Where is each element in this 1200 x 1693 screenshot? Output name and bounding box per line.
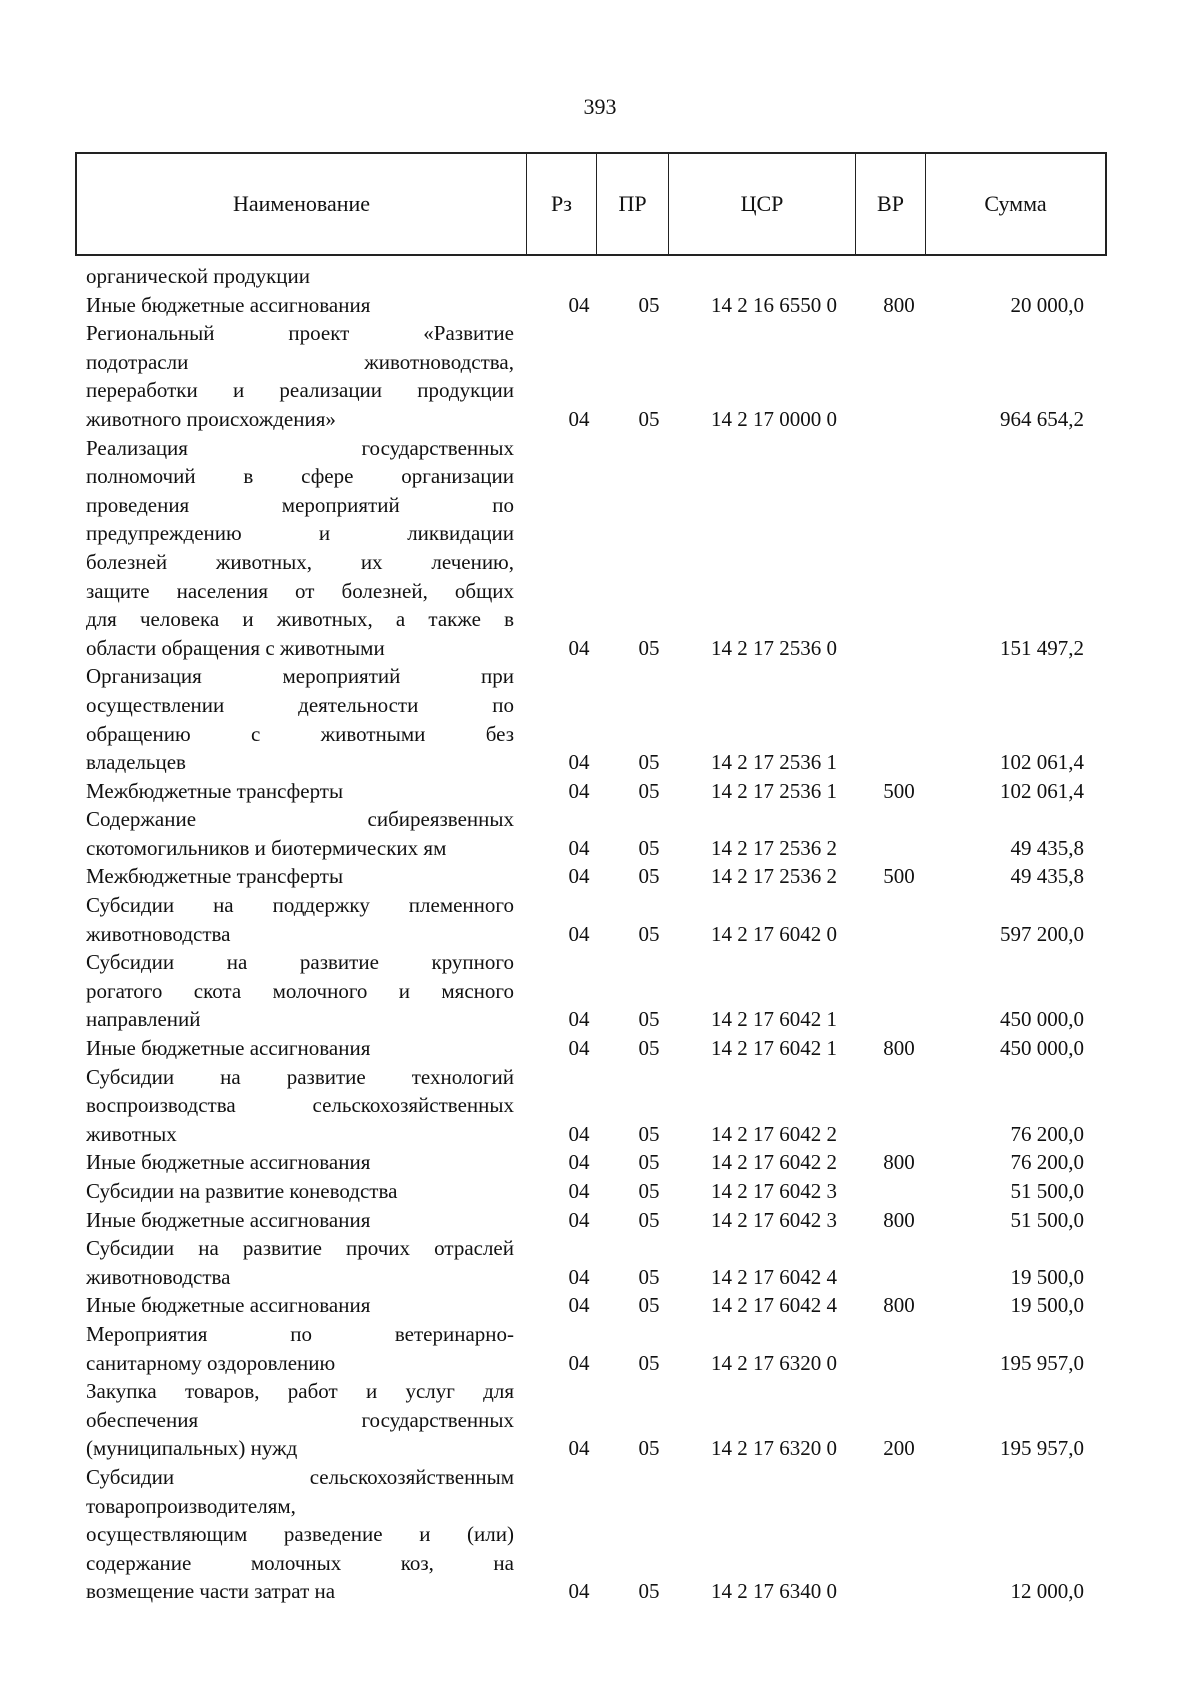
row-pr: 05 [638, 1121, 660, 1146]
row-name-line: Иные бюджетные ассигнования [86, 1036, 371, 1061]
row-name-line: Реализация государственных [86, 435, 514, 460]
row-name [86, 948, 514, 1034]
row-csr: 14 2 17 6042 3 [711, 1207, 837, 1232]
row-rz: 04 [568, 1350, 590, 1375]
header-vr: ВР [856, 154, 926, 254]
row-rz: 04 [568, 292, 590, 317]
row-name [86, 777, 514, 806]
row-name-line: Субсидии на развитие коневодства [86, 1179, 398, 1203]
row-name-line: Межбюджетные трансферты [86, 864, 344, 889]
row-pr: 05 [638, 778, 660, 803]
row-csr: 14 2 17 2536 2 [711, 864, 837, 889]
row-name-line: скотомогильников и биотермических ям [86, 835, 447, 860]
row-name [86, 1377, 514, 1463]
row-name-line: Мероприятия по ветеринарно- [86, 1321, 514, 1346]
row-name [86, 1034, 514, 1063]
row-rz: 04 [568, 1264, 590, 1289]
row-sum: 20 000,0 [1010, 292, 1084, 317]
row-sum: 102 061,4 [1000, 778, 1084, 803]
row-csr: 14 2 17 6042 4 [711, 1264, 837, 1289]
row-name [86, 1177, 514, 1206]
table-row [86, 805, 1136, 862]
row-vr: 800 [883, 292, 915, 317]
row-vr: 800 [883, 1207, 915, 1232]
table-row [86, 319, 1136, 433]
row-csr: 14 2 17 6042 0 [711, 921, 837, 946]
row-name-line: товаропроизводителям, [86, 1493, 296, 1518]
row-name-line: проведения мероприятий по [86, 492, 514, 517]
row-csr: 14 2 17 6320 0 [711, 1436, 837, 1461]
row-csr: 14 2 17 6042 3 [711, 1179, 837, 1203]
row-vr: 800 [883, 1150, 915, 1175]
row-sum: 964 654,2 [1000, 406, 1084, 431]
row-csr: 14 2 17 2536 1 [711, 750, 837, 775]
row-rz: 04 [568, 778, 590, 803]
row-sum: 195 957,0 [1000, 1350, 1084, 1375]
table-row [86, 1177, 1136, 1206]
row-name-line: животного происхождения» [86, 406, 336, 431]
row-name-line: Содержание сибиреязвенных [86, 807, 514, 832]
row-pr: 05 [638, 1150, 660, 1175]
row-name [86, 319, 514, 433]
row-name-line: для человека и животных, а также в [86, 607, 514, 632]
row-name-line: Региональный проект «Развитие [86, 321, 514, 346]
row-name-line: Иные бюджетные ассигнования [86, 1293, 371, 1318]
row-pr: 05 [638, 864, 660, 889]
table-row [86, 1234, 1136, 1291]
row-name-line: Субсидии на развитие крупного [86, 950, 514, 975]
row-sum: 195 957,0 [1000, 1436, 1084, 1461]
row-name-line: рогатого скота молочного и мясного [86, 978, 514, 1003]
row-name-line: болезней животных, их лечению, [86, 549, 514, 574]
page-number: 393 [583, 94, 617, 119]
header-csr: ЦСР [669, 154, 856, 254]
table-row [86, 1206, 1136, 1235]
row-vr: 500 [883, 778, 915, 803]
row-name-line: подотрасли животноводства, [86, 349, 514, 374]
row-name-line: Субсидии на поддержку племенного [86, 893, 514, 918]
row-pr: 05 [638, 1436, 660, 1461]
table-row [86, 948, 1136, 1034]
row-name [86, 434, 514, 663]
row-name-line: Субсидии на развитие технологий [86, 1064, 514, 1089]
row-pr: 05 [638, 1350, 660, 1375]
row-vr: 500 [883, 864, 915, 889]
row-csr: 14 2 17 6340 0 [711, 1579, 837, 1604]
table-row [86, 777, 1136, 806]
row-pr: 05 [638, 1179, 660, 1203]
row-csr: 14 2 17 6042 1 [711, 1036, 837, 1061]
row-name-line: предупреждению и ликвидации [86, 521, 514, 546]
row-csr: 14 2 17 6320 0 [711, 1350, 837, 1375]
row-name-line: осуществляющим разведение и (или) [86, 1522, 514, 1547]
header-pr: ПР [597, 154, 669, 254]
row-pr: 05 [638, 1264, 660, 1289]
row-csr: 14 2 17 0000 0 [711, 406, 837, 431]
row-name-line: (муниципальных) нужд [86, 1436, 298, 1461]
row-name-line: Закупка товаров, работ и услуг для [86, 1379, 514, 1404]
row-name [86, 1063, 514, 1149]
row-pr: 05 [638, 1293, 660, 1318]
row-pr: 05 [638, 835, 660, 860]
table-row [86, 1034, 1136, 1063]
row-sum: 51 500,0 [1010, 1207, 1084, 1232]
row-name [86, 1463, 514, 1606]
row-rz: 04 [568, 864, 590, 889]
row-name [86, 1320, 514, 1377]
row-rz: 04 [568, 1007, 590, 1032]
row-vr: 200 [883, 1436, 915, 1461]
row-csr: 14 2 17 6042 2 [711, 1121, 837, 1146]
row-pr: 05 [638, 406, 660, 431]
table-row [86, 262, 1136, 291]
row-name-line: Иные бюджетные ассигнования [86, 292, 371, 317]
row-rz: 04 [568, 406, 590, 431]
row-name-line: органической продукции [86, 264, 310, 288]
row-rz: 04 [568, 835, 590, 860]
row-name-line: защите населения от болезней, общих [86, 578, 514, 603]
row-sum: 151 497,2 [1000, 635, 1084, 660]
row-name-line: обращению с животными без [86, 721, 514, 746]
row-rz: 04 [568, 1436, 590, 1461]
row-sum: 597 200,0 [1000, 921, 1084, 946]
row-pr: 05 [638, 750, 660, 775]
row-name-line: Субсидии сельскохозяйственным [86, 1464, 514, 1489]
row-vr: 800 [883, 1036, 915, 1061]
row-rz: 04 [568, 921, 590, 946]
row-name [86, 291, 514, 320]
row-pr: 05 [638, 635, 660, 660]
row-rz: 04 [568, 1293, 590, 1318]
row-name [86, 262, 514, 291]
row-name [86, 891, 514, 948]
row-name [86, 1148, 514, 1177]
row-name-line: Организация мероприятий при [86, 664, 514, 689]
row-name-line: санитарному оздоровлению [86, 1350, 336, 1375]
row-sum: 102 061,4 [1000, 750, 1084, 775]
table-row [86, 662, 1136, 776]
row-name-line: Межбюджетные трансферты [86, 778, 344, 803]
row-pr: 05 [638, 1007, 660, 1032]
row-rz: 04 [568, 1150, 590, 1175]
row-sum: 19 500,0 [1010, 1293, 1084, 1318]
row-csr: 14 2 17 6042 4 [711, 1293, 837, 1318]
row-sum: 450 000,0 [1000, 1036, 1084, 1061]
row-csr: 14 2 17 2536 2 [711, 835, 837, 860]
row-sum: 76 200,0 [1010, 1150, 1084, 1175]
row-name-line: животноводства [86, 921, 231, 946]
row-sum: 49 435,8 [1010, 864, 1084, 889]
row-name-line: области обращения с животными [86, 635, 385, 660]
table-row [86, 1063, 1136, 1149]
table-row [86, 1320, 1136, 1377]
row-pr: 05 [638, 921, 660, 946]
row-csr: 14 2 17 6042 2 [711, 1150, 837, 1175]
header-name: Наименование [77, 154, 527, 254]
row-csr: 14 2 17 2536 0 [711, 635, 837, 660]
row-name [86, 1291, 514, 1320]
row-rz: 04 [568, 1036, 590, 1061]
row-pr: 05 [638, 1036, 660, 1061]
table-row [86, 1463, 1136, 1606]
row-rz: 04 [568, 635, 590, 660]
header-sum: Сумма [984, 191, 1047, 216]
row-sum: 51 500,0 [1010, 1179, 1084, 1203]
row-rz: 04 [568, 750, 590, 775]
row-name-line: возмещение части затрат на [86, 1579, 336, 1604]
row-name-line: полномочий в сфере организации [86, 464, 514, 489]
table-row [86, 1291, 1136, 1320]
row-csr: 14 2 16 6550 0 [711, 292, 837, 317]
row-name [86, 1234, 514, 1291]
row-sum: 49 435,8 [1010, 835, 1084, 860]
row-name-line: направлений [86, 1007, 201, 1032]
row-name-line: Иные бюджетные ассигнования [86, 1150, 371, 1175]
row-sum: 12 000,0 [1010, 1579, 1084, 1604]
row-name [86, 805, 514, 862]
row-sum: 76 200,0 [1010, 1121, 1084, 1146]
row-csr: 14 2 17 2536 1 [711, 778, 837, 803]
row-rz: 04 [568, 1579, 590, 1604]
table-row [86, 862, 1136, 891]
table-row [86, 1377, 1136, 1463]
row-csr: 14 2 17 6042 1 [711, 1007, 837, 1032]
row-name-line: Иные бюджетные ассигнования [86, 1207, 371, 1232]
row-name-line: владельцев [86, 750, 186, 775]
table-header [75, 152, 1107, 256]
table-row [86, 291, 1136, 320]
row-rz: 04 [568, 1207, 590, 1232]
row-sum: 19 500,0 [1010, 1264, 1084, 1289]
row-name-line: осуществлении деятельности по [86, 692, 514, 717]
row-name-line: переработки и реализации продукции [86, 378, 514, 403]
row-rz: 04 [568, 1179, 590, 1203]
row-rz: 04 [568, 1121, 590, 1146]
row-name-line: содержание молочных коз, на [86, 1550, 514, 1575]
table-row [86, 1148, 1136, 1177]
row-name-line: обеспечения государственных [86, 1407, 514, 1432]
row-name-line: животноводства [86, 1264, 231, 1289]
table-row [86, 434, 1136, 663]
table-body [86, 262, 1136, 1606]
row-vr: 800 [883, 1293, 915, 1318]
row-name-line: воспроизводства сельскохозяйственных [86, 1093, 514, 1118]
row-name-line: животных [86, 1121, 177, 1146]
row-name-line: Субсидии на развитие прочих отраслей [86, 1236, 514, 1261]
table-row [86, 891, 1136, 948]
row-name [86, 862, 514, 891]
row-pr: 05 [638, 1579, 660, 1604]
row-pr: 05 [638, 292, 660, 317]
header-rz: Рз [527, 154, 597, 254]
row-sum: 450 000,0 [1000, 1007, 1084, 1032]
row-name [86, 1206, 514, 1235]
row-name [86, 662, 514, 776]
row-pr: 05 [638, 1207, 660, 1232]
